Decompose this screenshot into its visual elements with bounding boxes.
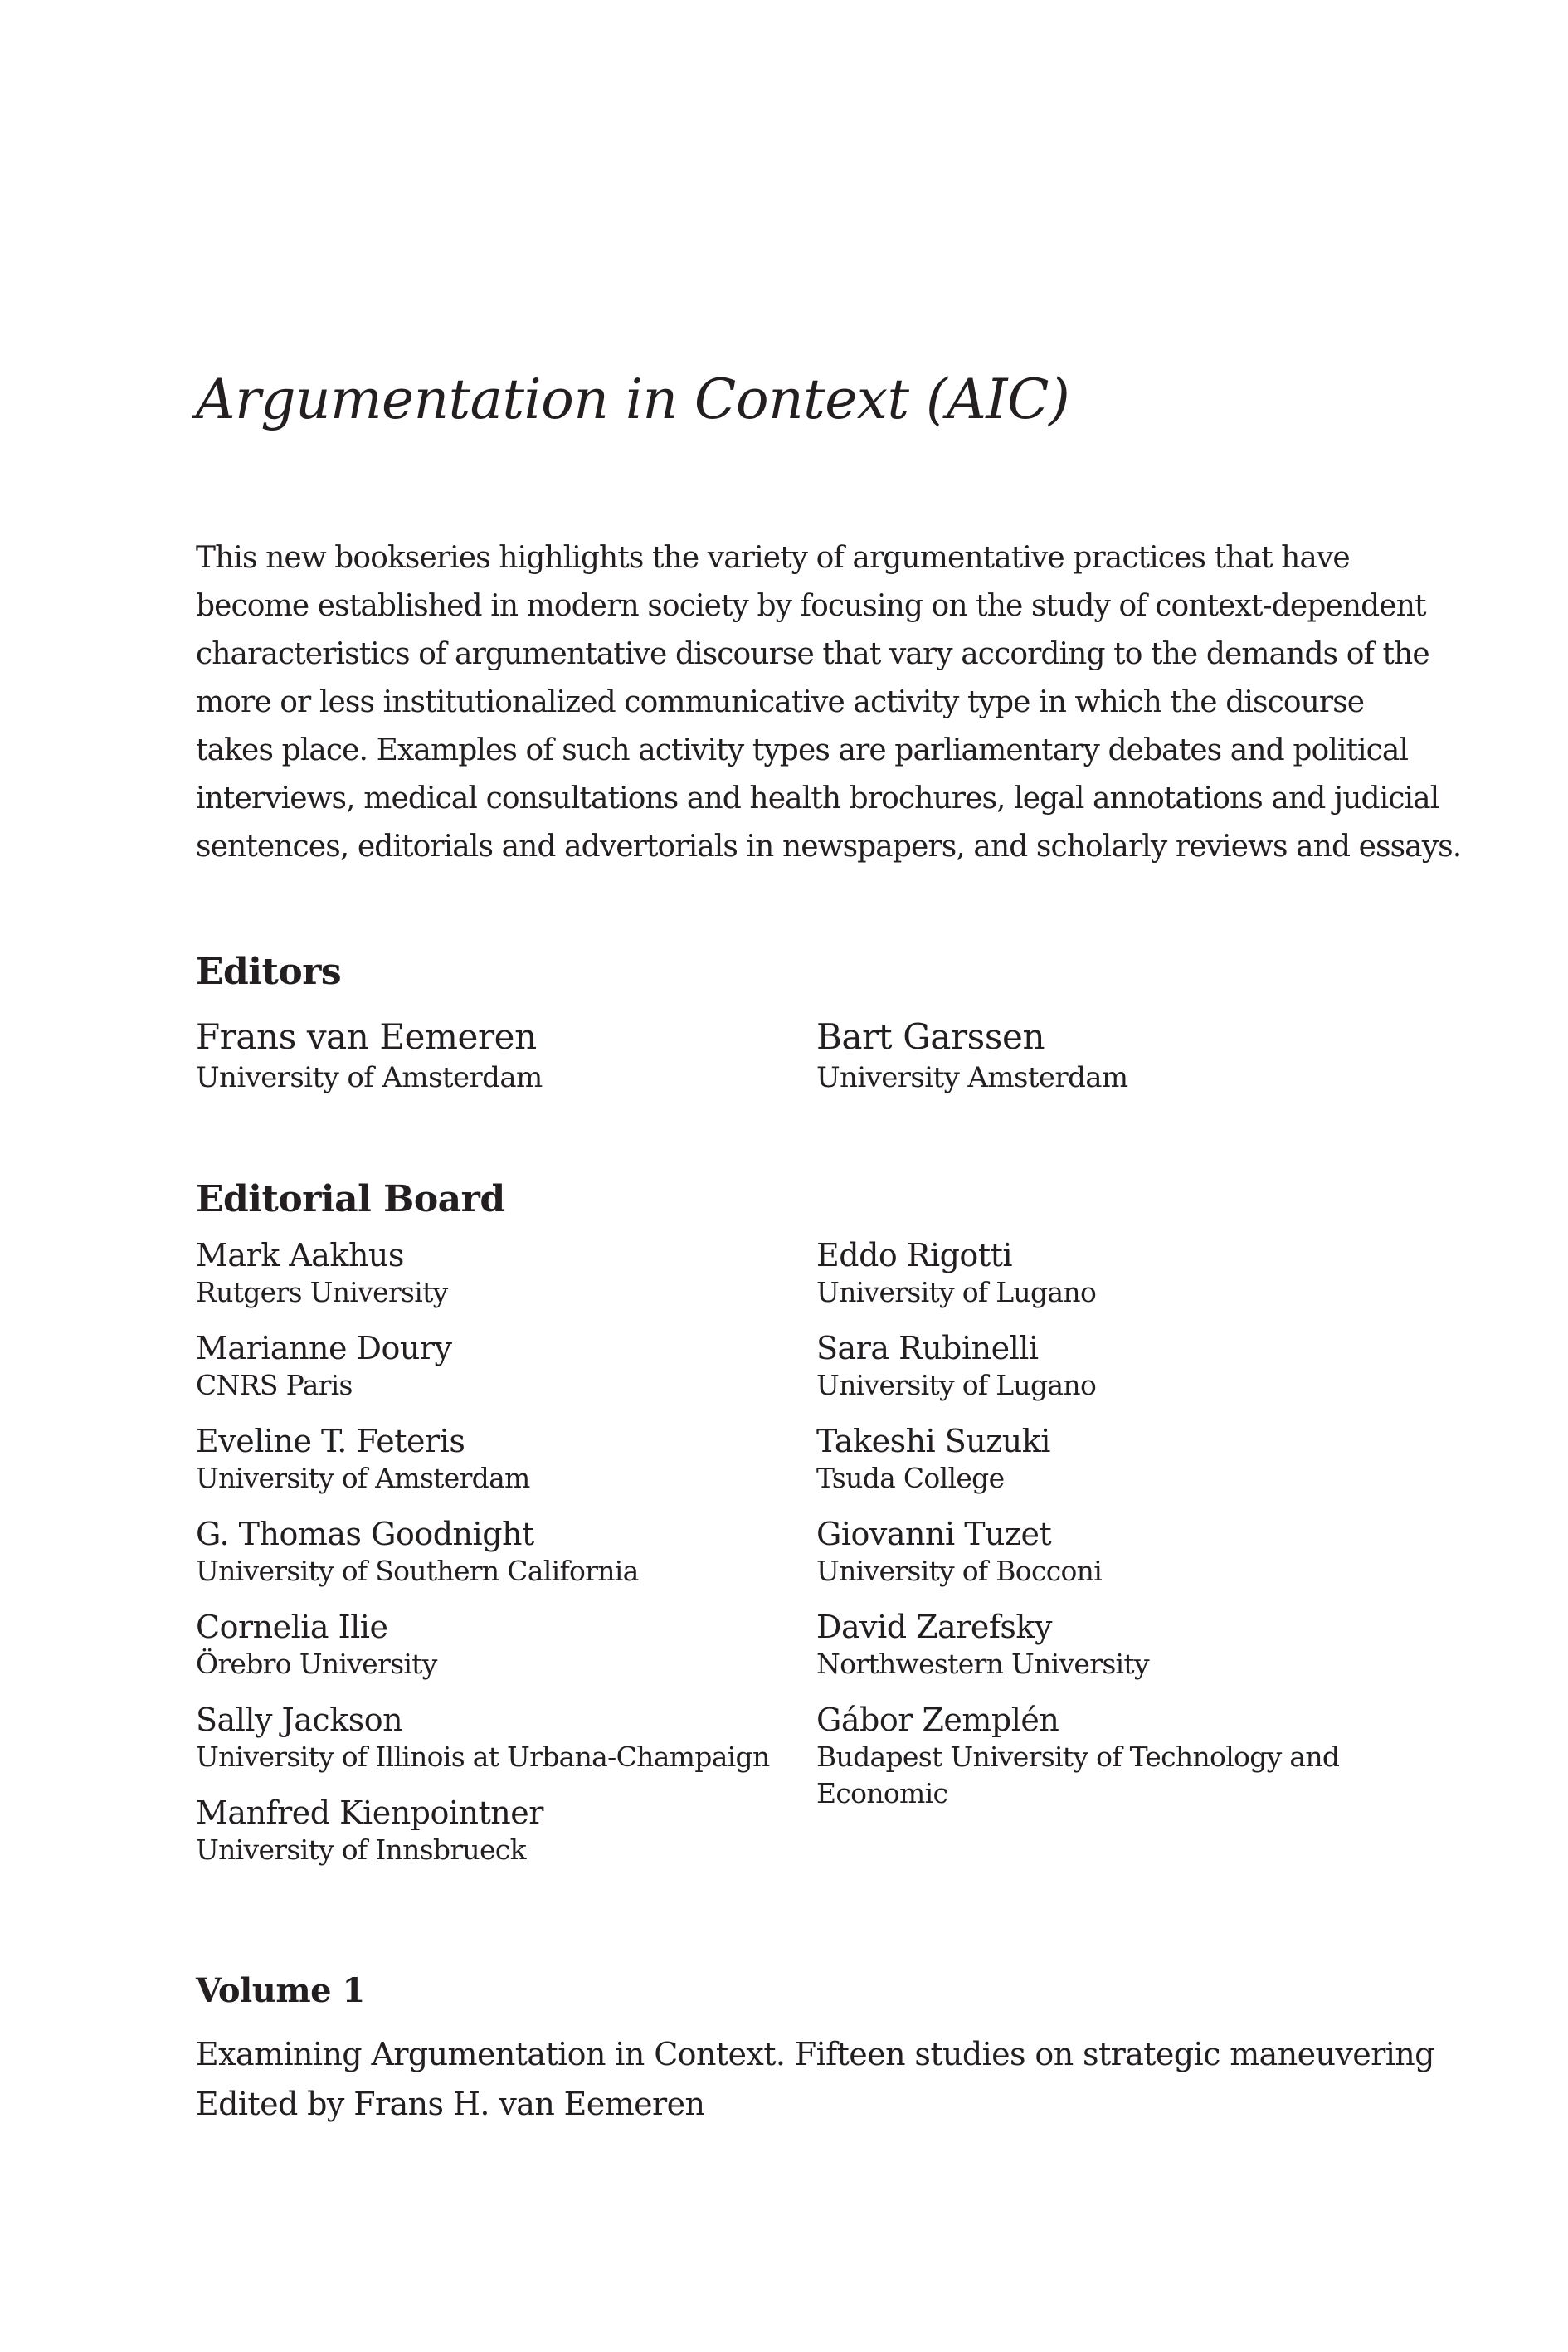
editor-entry [196, 1015, 543, 1097]
board-member-name: David Zarefsky [816, 1609, 1052, 1645]
board-member-affiliation: University of Lugano [816, 1369, 1097, 1401]
volume-editor: Edited by Frans H. van Eemeren [196, 2086, 705, 2122]
board-member-name: Sara Rubinelli [816, 1330, 1039, 1366]
description-line: interviews, medical consultations and health brochures, legal annotations and judicial [196, 782, 1439, 816]
editor-name: Frans van Eemeren [196, 1016, 537, 1057]
board-member-affiliation: University of Lugano [816, 1276, 1097, 1308]
editorial-board-heading: Editorial Board [196, 1178, 505, 1220]
board-member-name: Takeshi Suzuki [816, 1423, 1050, 1459]
board-member-affiliation: Örebro University [196, 1648, 437, 1680]
description-line: characteristics of argumentative discourse that vary according to the demands of the [196, 637, 1429, 671]
board-member-name: Sally Jackson [196, 1702, 403, 1738]
board-member [196, 1236, 448, 1311]
editor-affiliation: University Amsterdam [816, 1061, 1128, 1094]
series-description [196, 534, 1462, 871]
description-line: sentences, editorials and advertorials in newspapers, and scholarly reviews and essays. [196, 830, 1462, 864]
series-title: Argumentation in Context (AIC) [196, 368, 1070, 431]
board-member-name: Gábor Zemplén [816, 1702, 1059, 1738]
board-member-affiliation: CNRS Paris [196, 1369, 353, 1401]
board-member [196, 1794, 543, 1868]
board-member [816, 1329, 1096, 1404]
board-member [196, 1329, 452, 1404]
board-member [196, 1608, 437, 1682]
editor-name: Bart Garssen [816, 1016, 1045, 1057]
board-member-affiliation: Tsuda College [816, 1462, 1005, 1494]
board-member-affiliation: University of Southern California [196, 1555, 639, 1587]
board-member [196, 1701, 770, 1775]
board-member-affiliation: University of Illinois at Urbana-Champaign [196, 1741, 770, 1773]
board-member [816, 1701, 1347, 1812]
editor-entry [816, 1015, 1128, 1097]
board-member-name: Marianne Doury [196, 1330, 452, 1366]
board-member-name: Mark Aakhus [196, 1237, 404, 1273]
volume-title: Examining Argumentation in Context. Fifteen studies on strategic maneuvering [196, 2036, 1434, 2072]
board-member-name: Giovanni Tuzet [816, 1516, 1052, 1552]
description-line: become established in modern society by focusing on the study of context-dependent [196, 589, 1426, 623]
board-member-affiliation: Budapest University of Technology and Economic [816, 1741, 1340, 1809]
board-member-affiliation: Rutgers University [196, 1276, 448, 1308]
volume-description [196, 2029, 1434, 2129]
board-member-name: Eveline T. Feteris [196, 1423, 465, 1459]
editors-heading: Editors [196, 951, 342, 993]
description-line: This new bookseries highlights the variety of argumentative practices that have [196, 541, 1350, 575]
board-member [196, 1422, 530, 1497]
board-member-name: Cornelia Ilie [196, 1609, 388, 1645]
board-member-affiliation: University of Bocconi [816, 1555, 1103, 1587]
board-member-name: G. Thomas Goodnight [196, 1516, 534, 1552]
board-member-affiliation: University of Amsterdam [196, 1462, 530, 1494]
board-member [816, 1515, 1102, 1590]
volume-heading: Volume 1 [196, 1971, 365, 2010]
board-member-name: Eddo Rigotti [816, 1237, 1013, 1273]
description-line: takes place. Examples of such activity types are parliamentary debates and political [196, 733, 1409, 767]
board-member-name: Manfred Kienpointner [196, 1794, 543, 1831]
board-member [816, 1608, 1149, 1682]
board-member [816, 1236, 1096, 1311]
board-member [816, 1422, 1050, 1497]
editor-affiliation: University of Amsterdam [196, 1061, 543, 1094]
description-line: more or less institutionalized communicative activity type in which the discourse [196, 685, 1365, 719]
board-member [196, 1515, 639, 1590]
board-member-affiliation: University of Innsbrueck [196, 1833, 526, 1866]
board-member-affiliation: Northwestern University [816, 1648, 1149, 1680]
